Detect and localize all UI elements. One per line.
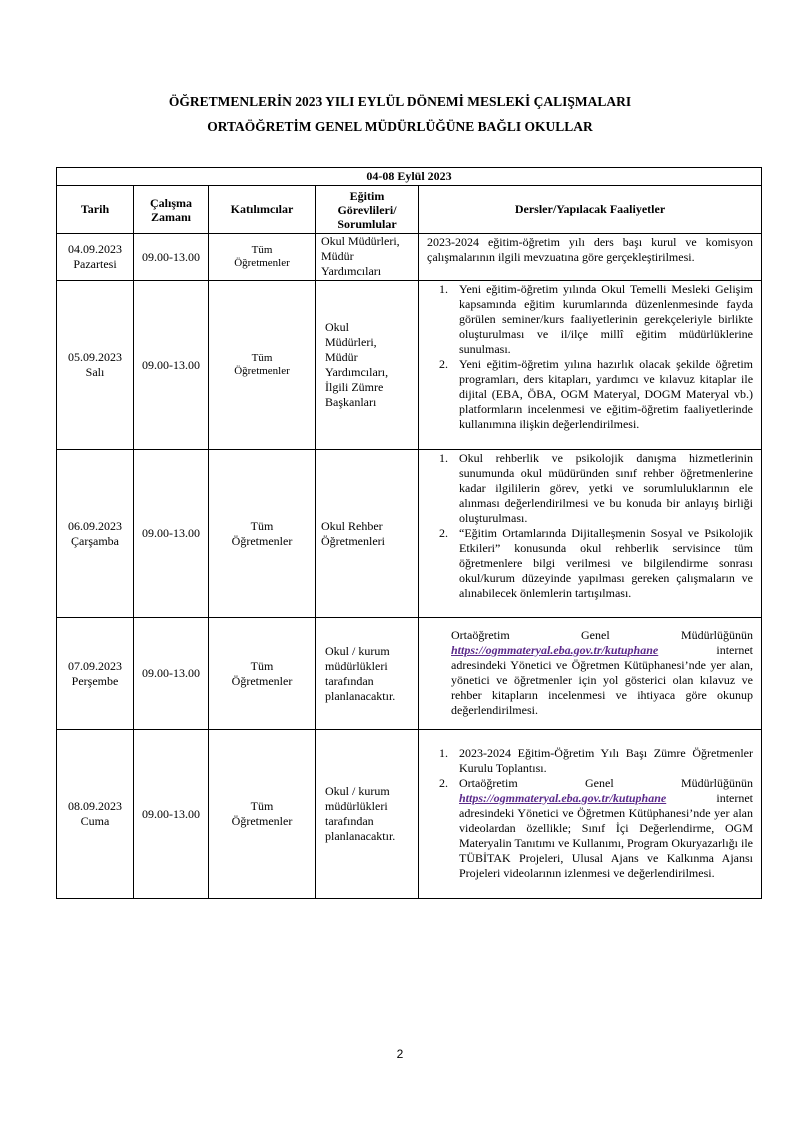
- day: Çarşamba: [71, 533, 119, 548]
- participants-cell: [209, 281, 316, 450]
- document-title-line1: ÖĞRETMENLERİN 2023 YILI EYLÜL DÖNEMİ MESLEKİ ÇALIŞMALARI: [168, 94, 632, 109]
- activity-text: 2023-2024 eğitim-öğretim yılı ders başı kurul ve komisyon çalışmalarının ilgili mevzuatına göre gerçekleştirilmesi.: [427, 235, 754, 264]
- time-cell: 09.00-13.00: [134, 234, 209, 281]
- kutuphane-link[interactable]: https://ogmmateryal.eba.gov.tr/kutuphane: [451, 642, 659, 657]
- date: 06.09.2023: [68, 518, 122, 533]
- responsibles-line6: Başkanları: [325, 395, 377, 409]
- date-cell: [57, 450, 134, 618]
- participants-cell: [209, 234, 316, 281]
- time-cell: 09.00-13.00: [134, 618, 209, 730]
- table-row: [57, 450, 762, 618]
- activity-item: 2. “Eğitim Ortamlarında Dijitalleşmenin Sosyal ve Psikolojik Etkileri” konusunda okul rehberlik servisince tüm öğretmenlere bilgi verilmesi ve bilgilendirme sonrası okul/kurum düzeyinde yapılması gereken çalışmaların ve alınabilecek önlemlerin tartışılması.: [451, 526, 753, 601]
- table-row: [57, 234, 762, 281]
- responsibles-cell: [316, 730, 419, 899]
- activity-prefix: Ortaöğretim Genel Müdürlüğünün: [459, 775, 754, 790]
- responsibles-line1: Okul / kurum: [325, 643, 390, 658]
- responsibles-line2: müdürlükleri: [325, 799, 388, 813]
- responsibles-line5: İlgili Zümre: [325, 380, 384, 394]
- activity-text: [451, 628, 753, 718]
- responsibles-line1: Okul / kurum: [325, 784, 390, 798]
- activities-cell: [419, 234, 762, 281]
- participants-line2: Öğretmenler: [231, 673, 293, 688]
- day: Salı: [85, 365, 105, 379]
- date-cell: [57, 234, 134, 281]
- activity-suffix: internet adresindeki Yönetici ve Öğretmen Kütüphanesi’nde yer alan, yönetici ve öğretmenler için yol gösterici olan kılavuz ve rehber kitapların incelenmesi ve ihtiyaca göre okunup değerlendirilmesi.: [451, 642, 754, 717]
- participants-line1: Tüm: [250, 799, 274, 813]
- responsibles-line3: tarafından: [325, 814, 374, 828]
- activity-item: 1. Okul rehberlik ve psikolojik danışma hizmetlerinin sunumunda okul müdüründen sınıf rehber öğretmenlerine kadar ilgililerin görev, yetki ve sorumluluklarının ele alınması değerlendirilmesi ve bu konuda bir anlayış birliği oluşturulması.: [451, 451, 753, 526]
- date-cell: [57, 730, 134, 899]
- participants-cell: [209, 730, 316, 899]
- responsibles-line2: Müdür: [321, 249, 354, 263]
- activities-cell: [419, 618, 762, 730]
- header-resp-line3: Sorumlular: [337, 216, 397, 231]
- participants-line2: Öğretmenler: [231, 814, 293, 828]
- participants-line1: Tüm: [251, 244, 273, 256]
- responsibles-line1: Okul: [325, 320, 349, 334]
- header-time-line2: Zamanı: [150, 209, 191, 224]
- page-number: 2: [396, 1047, 404, 1061]
- participants-line2: Öğretmenler: [234, 257, 290, 269]
- responsibles-line2: Öğretmenleri: [321, 533, 385, 548]
- responsibles-cell: [316, 618, 419, 730]
- time-cell: 09.00-13.00: [134, 450, 209, 618]
- activity-suffix: internet adresindeki Yönetici ve Öğretmen Kütüphanesi’nde yer alan videolardan özellikle; Sınıf İçi Değerlendirme, OGM Materyalin Tanıtımı ve Kullanımı, Program Okuryazarlığı ile TÜBİTAK Projeleri, Ulusal Ajans ve Kalkınma Ajansı Projeleri videolarının izlenmesi ve değerlendirilmesi.: [459, 790, 754, 880]
- activity-list: [427, 282, 753, 432]
- day: Pazartesi: [73, 257, 117, 271]
- activity-item: [451, 776, 753, 881]
- responsibles-line3: tarafından: [325, 673, 374, 688]
- time-cell: 09.00-13.00: [134, 730, 209, 899]
- responsibles-line4: Yardımcıları,: [325, 365, 389, 379]
- participants-line2: Öğretmenler: [231, 533, 293, 548]
- activities-cell: [419, 450, 762, 618]
- activity-list: [427, 451, 753, 601]
- responsibles-cell: [316, 281, 419, 450]
- header-time: [134, 186, 209, 234]
- responsibles-line2: Müdürleri,: [325, 335, 377, 349]
- header-time-line1: Çalışma: [150, 195, 192, 210]
- activity-list: [427, 746, 753, 881]
- activity-item: 1. Yeni eğitim-öğretim yılında Okul Temelli Mesleki Gelişim kapsamında eğitim kurumlarında düzenlenmesinde fayda görülen seminer/kurs faaliyetlerinin gerekçeleriyle birlikte oluşturulması ve il/ilçe millî eğitim müdürlüklerine sunulması.: [451, 282, 753, 357]
- participants-cell: [209, 618, 316, 730]
- header-responsibles: [316, 186, 419, 234]
- responsibles-cell: [316, 234, 419, 281]
- time-cell: 09.00-13.00: [134, 281, 209, 450]
- responsibles-line4: planlanacaktır.: [325, 829, 396, 843]
- responsibles-line3: Yardımcıları: [321, 264, 382, 278]
- activities-cell: [419, 730, 762, 899]
- table-row: [57, 618, 762, 730]
- date: 07.09.2023: [68, 658, 122, 673]
- date: 04.09.2023: [68, 242, 122, 256]
- kutuphane-link[interactable]: https://ogmmateryal.eba.gov.tr/kutuphane: [459, 790, 667, 805]
- participants-line1: Tüm: [251, 352, 273, 364]
- participants-line2: Öğretmenler: [234, 365, 290, 377]
- activity-prefix: Ortaöğretim Genel Müdürlüğünün: [451, 627, 754, 642]
- header-activities: Dersler/Yapılacak Faaliyetler: [419, 186, 762, 234]
- table-row: [57, 281, 762, 450]
- date-cell: [57, 618, 134, 730]
- week-label: 04-08 Eylül 2023: [57, 168, 762, 186]
- table-header-row: [57, 186, 762, 234]
- header-participants: Katılımcılar: [209, 186, 316, 234]
- activity-item: 1. 2023-2024 Eğitim-Öğretim Yılı Başı Zümre Öğretmenler Kurulu Toplantısı.: [451, 746, 753, 776]
- responsibles-line3: Müdür: [325, 350, 358, 364]
- date: 05.09.2023: [68, 350, 122, 364]
- schedule-table: [56, 167, 762, 899]
- date: 08.09.2023: [68, 799, 122, 813]
- participants-line1: Tüm: [250, 658, 274, 673]
- header-date: Tarih: [57, 186, 134, 234]
- activity-item: 2. Yeni eğitim-öğretim yılına hazırlık olacak şekilde öğretim programları, ders kitapları, yardımcı ve kılavuz kitaplar ile dijital (EBA, ÖBA, OGM Materyal, DOGM Materyal vb.) platformların incelenmesi ve eğitim-öğretim faaliyetlerinde kullanımına ilişkin değerlendirilmesi.: [451, 357, 753, 432]
- table-row: [57, 730, 762, 899]
- responsibles-line4: planlanacaktır.: [325, 688, 396, 703]
- day: Cuma: [80, 814, 110, 828]
- day: Perşembe: [71, 673, 119, 688]
- document-title-line2: ORTAÖĞRETİM GENEL MÜDÜRLÜĞÜNE BAĞLI OKULLAR: [207, 119, 593, 134]
- participants-line1: Tüm: [250, 518, 274, 533]
- participants-cell: [209, 450, 316, 618]
- header-resp-line2: Görevlileri/: [337, 202, 397, 217]
- responsibles-line2: müdürlükleri: [325, 658, 388, 673]
- header-resp-line1: Eğitim: [349, 188, 385, 203]
- activities-cell: [419, 281, 762, 450]
- date-cell: [57, 281, 134, 450]
- responsibles-line1: Okul Rehber: [321, 518, 383, 533]
- responsibles-line1: Okul Müdürleri,: [321, 234, 400, 248]
- responsibles-cell: [316, 450, 419, 618]
